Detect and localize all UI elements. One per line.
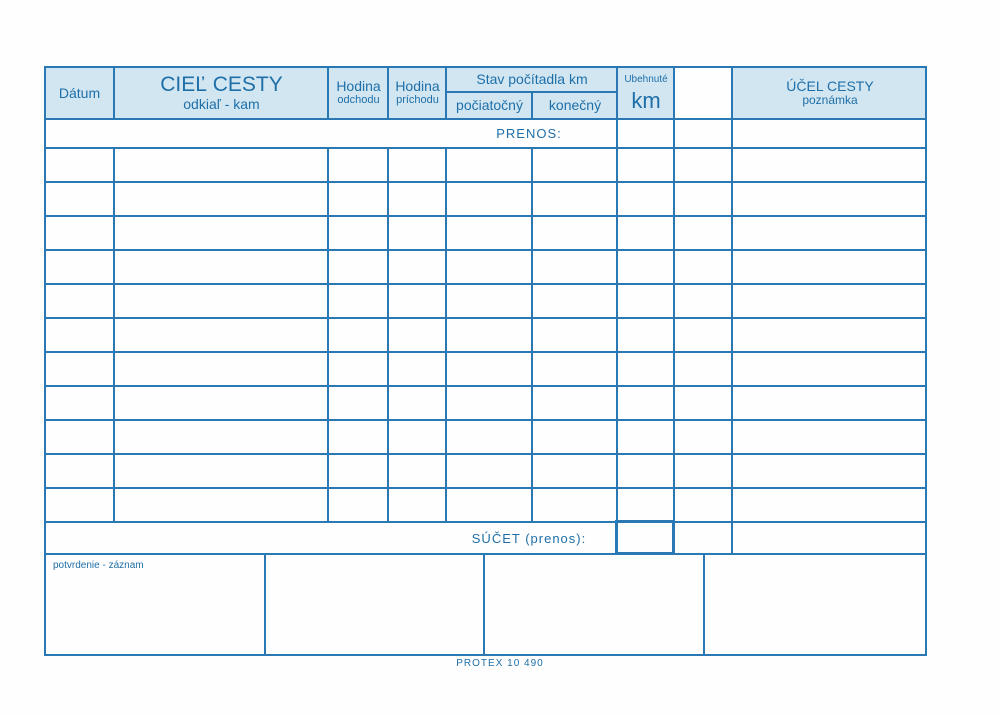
sucet-bottom-line	[44, 553, 927, 555]
stav-pocitadla-header: Stav počítadla km	[476, 71, 588, 87]
col-line-ciel	[327, 147, 329, 521]
travel-log-form	[44, 66, 927, 656]
pociatocny-header: počiatočný	[456, 97, 523, 113]
row-line	[44, 419, 927, 421]
col-line-prichod	[445, 147, 447, 521]
col-line-odchod	[387, 147, 389, 521]
prenos-bottom-line	[44, 147, 927, 149]
row-line	[44, 385, 927, 387]
konecny-header: konečný	[548, 97, 602, 113]
row-line	[44, 487, 927, 489]
ucel-cesty-header: ÚČEL CESTY	[786, 78, 874, 94]
col-line-datum	[113, 147, 115, 521]
row-line	[44, 249, 927, 251]
header-bottom-line	[44, 118, 927, 120]
bottom-divider	[264, 553, 266, 656]
sucet-top-line	[44, 521, 927, 523]
col-line-pociatocny	[531, 147, 533, 521]
km-header: km	[631, 88, 661, 113]
prenos-label: PRENOS:	[496, 126, 562, 141]
datum-header: Dátum	[58, 85, 101, 101]
poznamka-header: poznámka	[802, 93, 858, 107]
ciel-header-subtitle: odkiaľ - kam	[183, 96, 260, 112]
ciel-header-title: CIEĽ CESTY	[160, 73, 283, 96]
row-line	[44, 215, 927, 217]
row-line	[44, 283, 927, 285]
bottom-divider	[483, 553, 485, 656]
hodina-odchodu-sub: odchodu	[337, 94, 380, 106]
hodina-prichodu-header: Hodina	[395, 78, 440, 94]
sucet-km-box[interactable]	[615, 520, 675, 555]
hodina-prichodu-sub: príchodu	[396, 94, 439, 106]
row-line	[44, 351, 927, 353]
col-line-extra	[731, 66, 733, 554]
col-line-km	[673, 66, 675, 554]
footer-code: PROTEX 10 490	[456, 658, 544, 669]
form-frame	[44, 66, 927, 656]
hodina-odchodu-header: Hodina	[336, 78, 381, 94]
col-line-konecny	[616, 66, 618, 554]
bottom-divider	[703, 553, 705, 656]
row-line	[44, 453, 927, 455]
potvrdenie-label: potvrdenie - záznam	[53, 560, 144, 571]
ubehnute-header: Ubehnuté	[624, 74, 668, 85]
sucet-label: SÚČET (prenos):	[471, 531, 587, 546]
row-line	[44, 181, 927, 183]
row-line	[44, 317, 927, 319]
